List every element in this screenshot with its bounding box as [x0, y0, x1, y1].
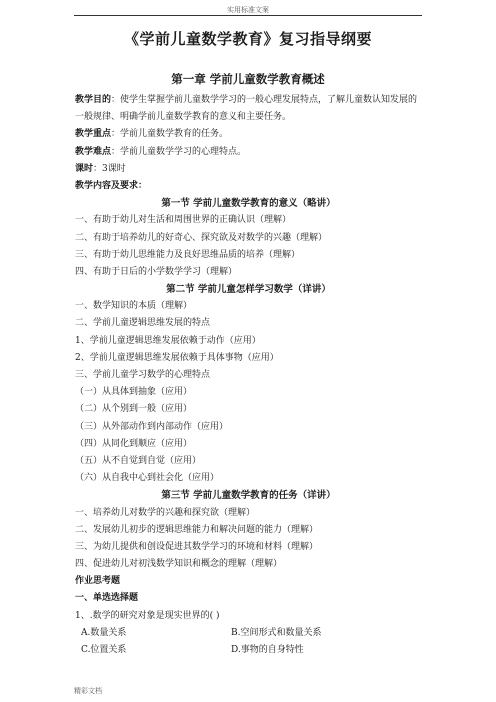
section-2-item: 二、学前儿童逻辑思维发展的特点 [75, 318, 211, 329]
teaching-difficulty [75, 144, 422, 161]
section-3-title: 第三节 学前儿童数学教育的任务（详讲） [161, 490, 336, 502]
section-1-item: 三、有助于幼儿思维能力及良好思维品质的培养（理解） [75, 249, 301, 260]
single-choice-heading: 一、单选选择题 [75, 593, 139, 604]
chapter-title: 第一章 学前儿童数学教育概述 [171, 72, 325, 86]
option-d: D.事物的自身特性 [231, 645, 304, 656]
section-2-item: 1、学前儿童逻辑思维发展依赖于动作（应用） [75, 335, 261, 346]
section-2-item: 2、学前儿童逻辑思维发展依赖于具体事物（应用） [75, 352, 279, 363]
teaching-goal-label: 教学目的 [75, 95, 112, 105]
section-2-item: 一、数学知识的本质（理解） [75, 301, 193, 312]
section-3-item: 三、为幼儿提供和创设促进其数学学习的环境和材料（理解） [75, 541, 319, 552]
section-2-item: （四）从同化到顺应（应用） [75, 438, 193, 449]
teaching-difficulty-text: ：学前儿童数学学习的心理特点。 [111, 146, 247, 157]
section-2-item: （五）从不自觉到自觉（应用） [75, 455, 202, 466]
option-b: B.空间形式和数量关系 [231, 627, 322, 638]
teaching-key-label: 教学重点 [75, 129, 112, 140]
class-hours [75, 161, 422, 178]
teaching-goal-text: ：使学生掌握学前儿童数学学习的一般心理发展特点，了解儿童数认知发展的一般规律、明确学前儿童数学教育的意义和主要任务。 [75, 95, 418, 123]
option-a: A.数量关系 [81, 627, 127, 638]
section-2-item: 三、学前儿童学习数学的心理特点 [75, 370, 211, 381]
section-2-item: （一）从具体到抽象（应用） [75, 387, 193, 398]
question-1: 1、.数学的研究对象是现实世界的( ) [75, 610, 220, 621]
section-2-title: 第二节 学前儿童怎样学习数学（详讲） [166, 284, 331, 296]
section-3-item: 二、发展幼儿初步的逻辑思维能力和解决问题的能力（理解） [75, 524, 319, 535]
teaching-difficulty-label: 教学难点 [75, 146, 112, 157]
class-hours-label: 课时 [75, 163, 94, 174]
homework-heading: 作业思考题 [75, 576, 121, 587]
class-hours-text: ：3课时 [93, 163, 126, 174]
teaching-goal [75, 92, 422, 126]
page-footer: 精彩文档 [74, 687, 102, 695]
section-3-item: 四、促进幼儿对初浅数学知识和概念的理解（理解） [75, 559, 283, 570]
page-header: 实用标准文案 [227, 6, 269, 14]
section-2-item: （六）从自我中心到社会化（应用） [75, 473, 220, 484]
section-1-item: 四、有助于日后的小学数学学习（理解） [75, 266, 238, 277]
header-divider [74, 15, 422, 16]
question-1-options-row [75, 642, 422, 659]
section-1-item: 一、有助于幼儿对生活和周围世界的正确认识（理解） [75, 215, 292, 226]
document-body [75, 92, 422, 659]
teaching-key-text: ：学前儿童数学教育的任务。 [111, 129, 229, 140]
teaching-key-point [75, 126, 422, 143]
question-1-options-row [75, 625, 422, 642]
section-3-item: 一、培养幼儿对数学的兴趣和探究欲（理解） [75, 507, 256, 518]
section-1-title: 第一节 学前儿童数学教育的意义（略讲） [161, 198, 336, 210]
section-2-item: （二）从个别到一般（应用） [75, 404, 193, 415]
section-1-item: 二、有助于培养幼儿的好奇心、探究欲及对数学的兴趣（理解） [75, 232, 328, 243]
section-2-item: （三）从外部动作到内部动作（应用） [75, 421, 229, 432]
content-requirements-heading: 教学内容及要求： [75, 180, 148, 191]
document-title: 《学前儿童数学教育》复习指导纲要 [123, 30, 372, 48]
option-c: C.位置关系 [81, 645, 127, 656]
